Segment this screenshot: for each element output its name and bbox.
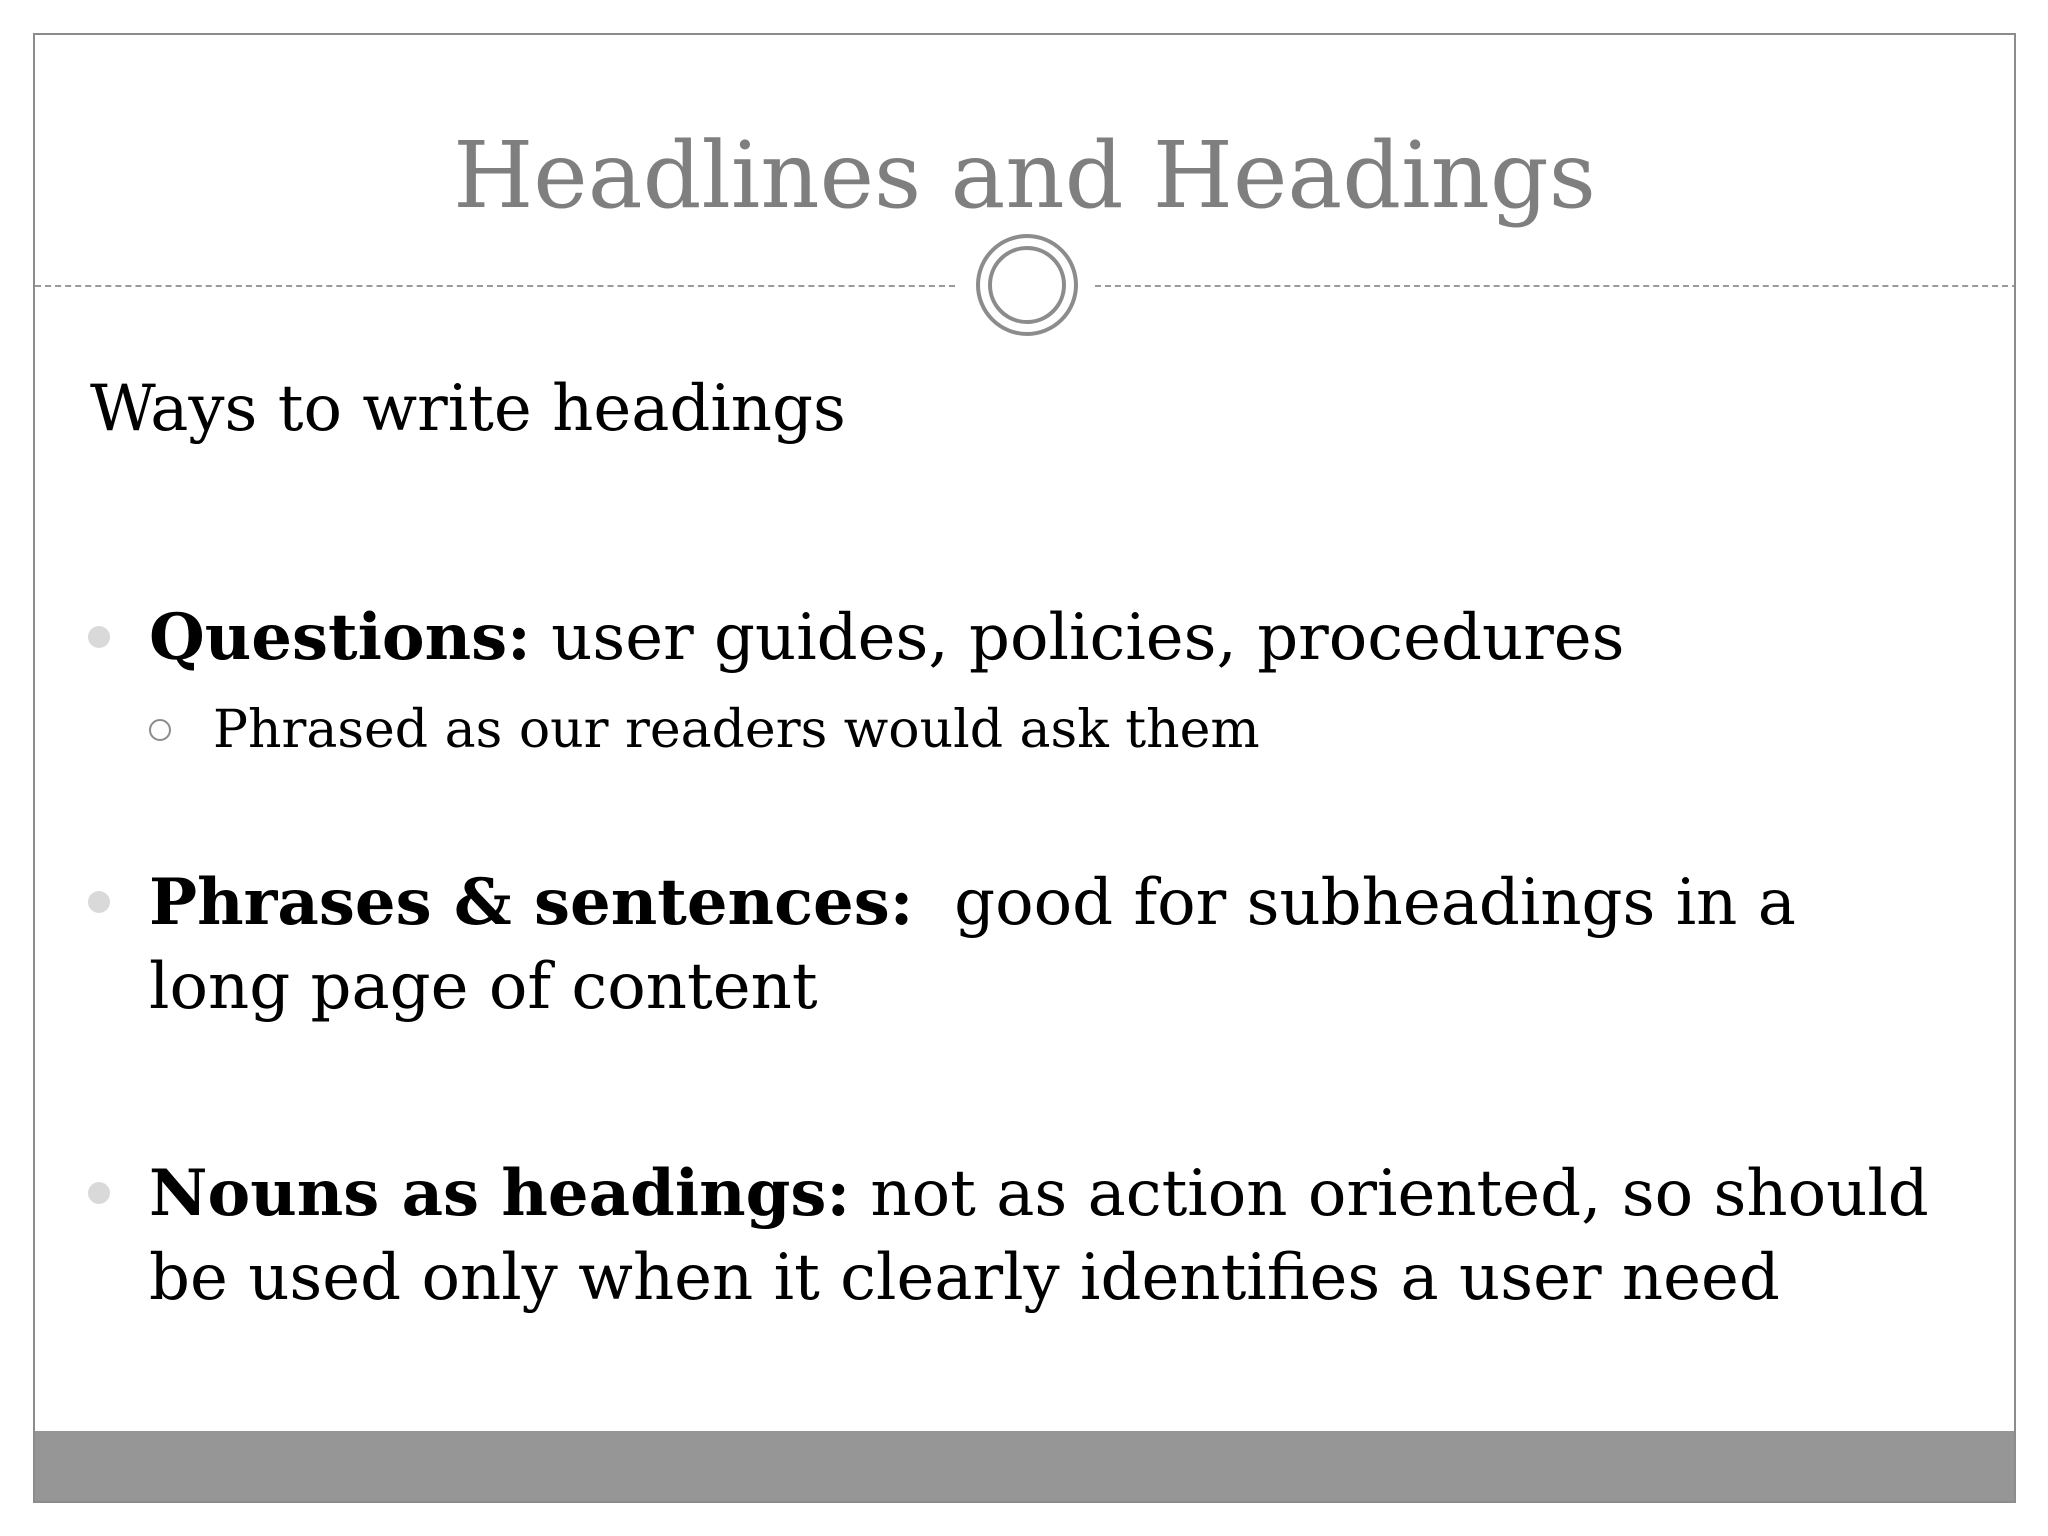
bullet-nouns (149, 1152, 1949, 1320)
bullet-text: good for subheadings in a long page of content (149, 866, 1817, 1024)
bullet-lead: Phrases & sentences: (149, 865, 914, 940)
sub-bullet-text: Phrased as our readers would ask them (213, 700, 1260, 760)
bullet-lead: Nouns as headings: (149, 1156, 851, 1231)
title-divider-left (35, 285, 955, 287)
hollow-circle-bullet-icon (149, 719, 171, 741)
bullet-questions (149, 596, 1949, 680)
filled-circle-bullet-icon (88, 626, 110, 648)
slide (33, 33, 2016, 1503)
slide-title: Headlines and Headings (453, 122, 1596, 229)
filled-circle-bullet-icon (88, 891, 110, 913)
intro-text: Ways to write headings (90, 372, 846, 446)
bullet-text: not as action oriented, so should be used only when it clearly identifies a user need (149, 1157, 1929, 1315)
inner-ring (988, 246, 1066, 324)
filled-circle-bullet-icon (88, 1182, 110, 1204)
bullet-text: user guides, policies, procedures (530, 601, 1625, 675)
bullet-phrases (149, 861, 1949, 1029)
footer-bar (35, 1431, 2014, 1501)
double-ring-icon (976, 234, 1078, 336)
sub-bullet-phrased (213, 695, 1260, 765)
title-divider-right (1095, 285, 2016, 287)
bullet-lead: Questions: (149, 600, 531, 675)
